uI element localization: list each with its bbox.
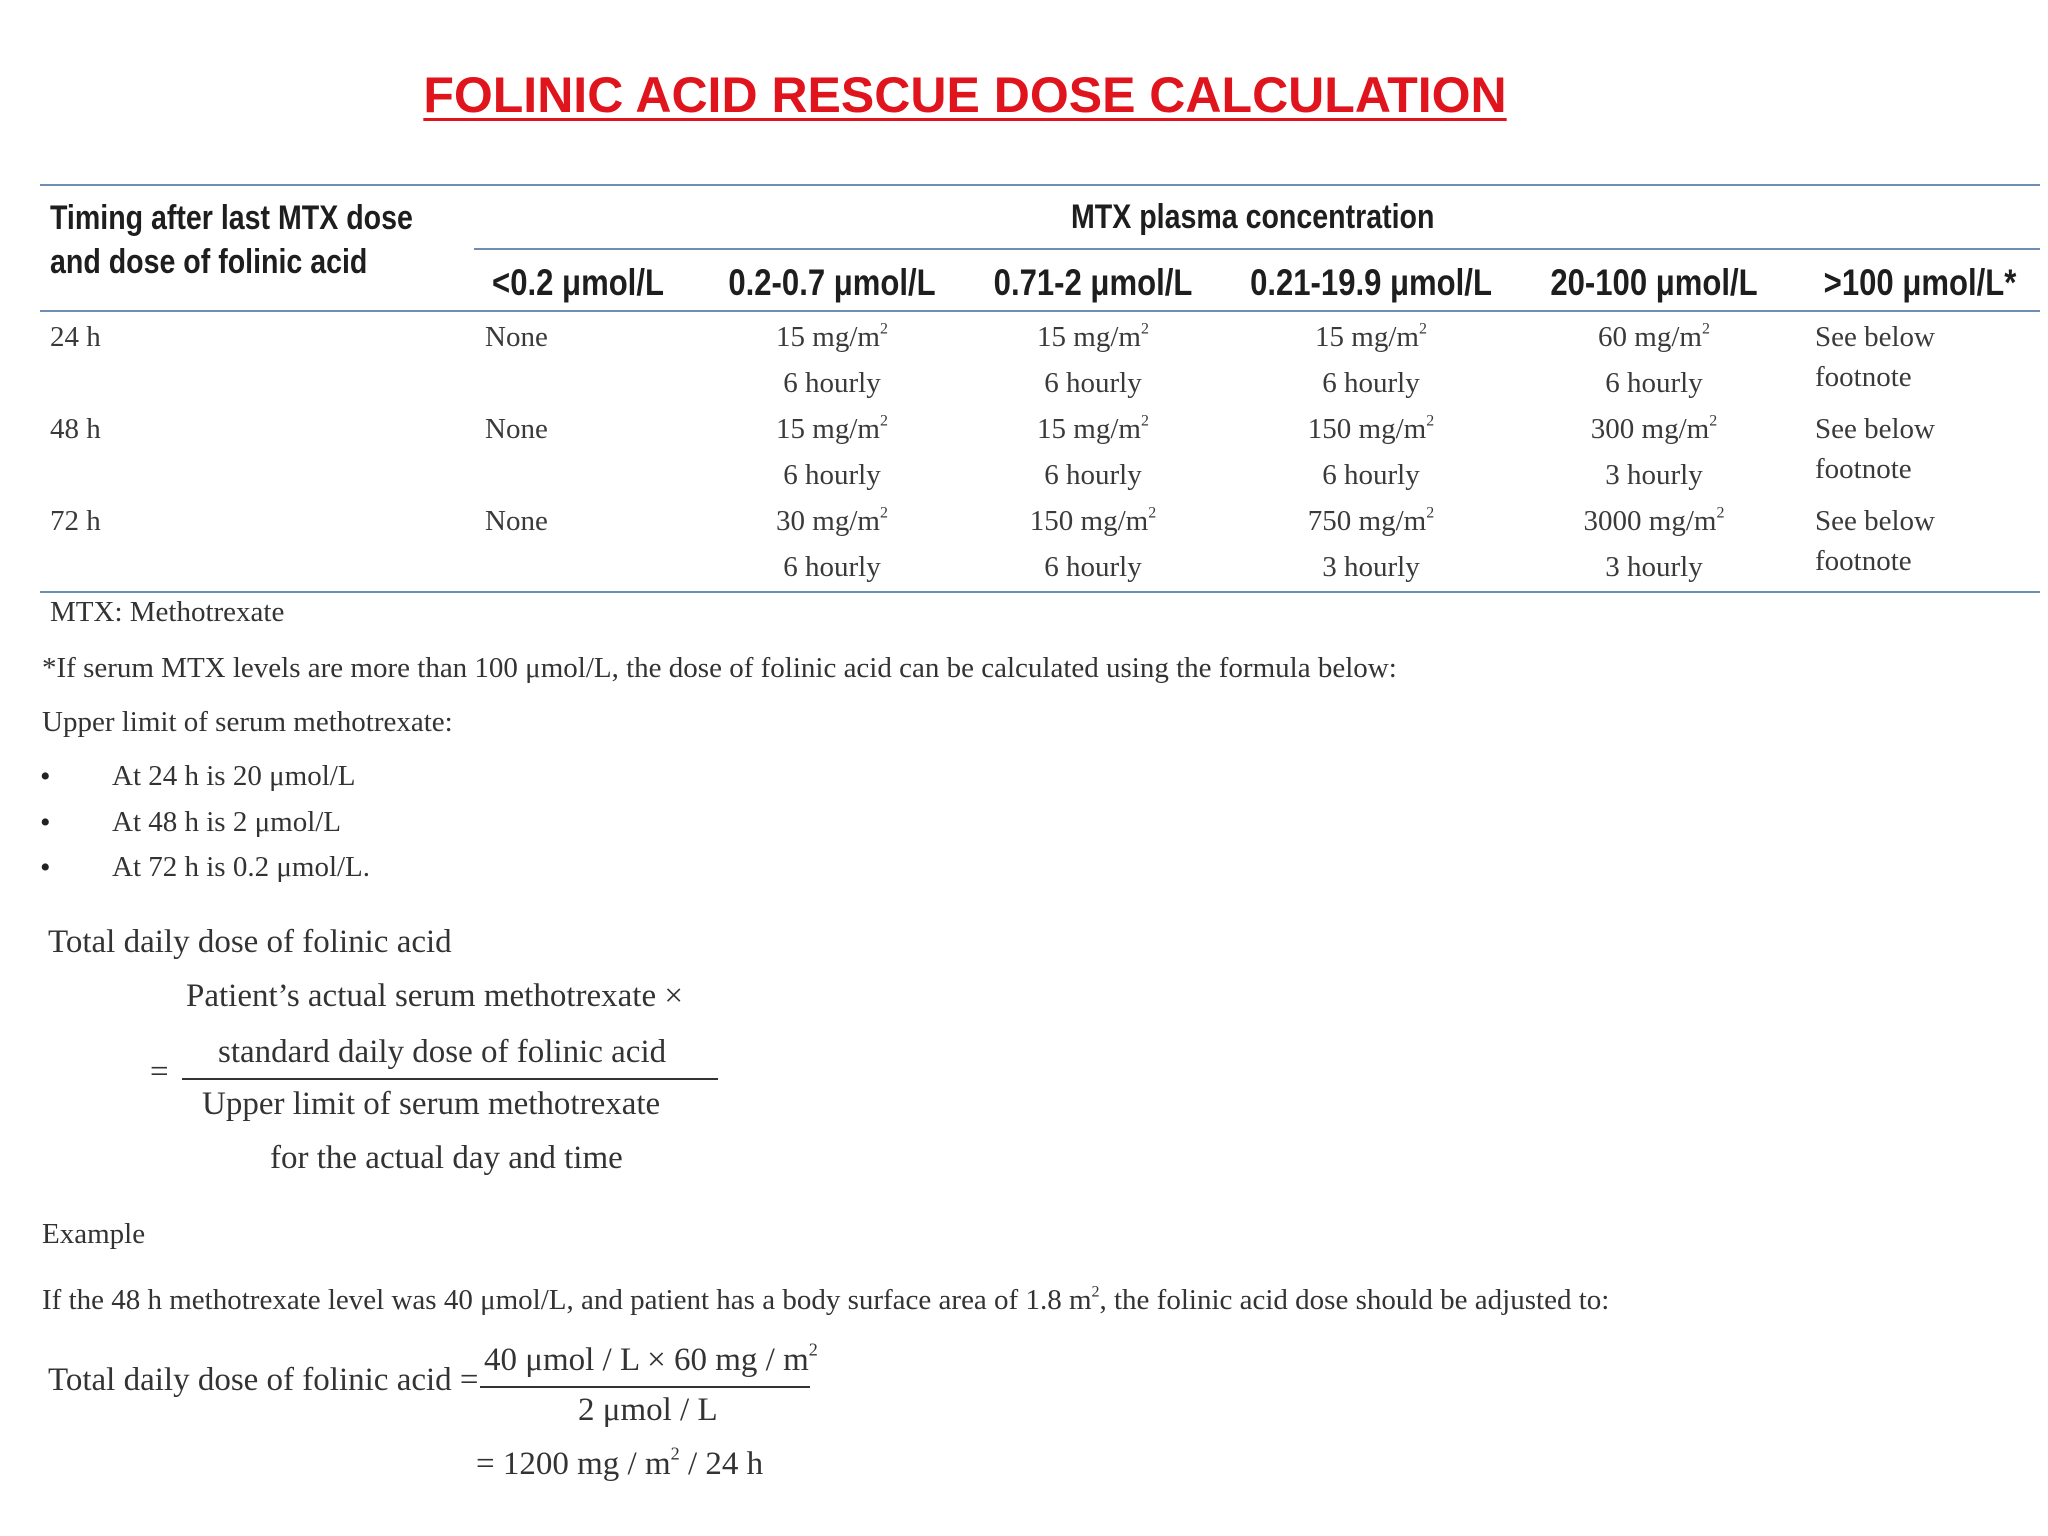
freq-cell: 6 hourly bbox=[1044, 459, 1142, 491]
dose-cell: 15 $mg/m^2$ bbox=[1037, 320, 1149, 353]
formula-equals: = bbox=[150, 1054, 169, 1090]
footnote-text: *If serum MTX levels are more than 100 μmol/L, the dose of folinic acid can be calculated using the formula below: bbox=[42, 652, 1397, 684]
bullet-icon: • bbox=[40, 851, 51, 884]
fraction-bar bbox=[182, 1078, 718, 1080]
fraction-bar bbox=[480, 1386, 810, 1388]
freq-cell: 3 hourly bbox=[1322, 551, 1420, 583]
dose-cell: 300 $mg/m^2$ bbox=[1590, 412, 1718, 445]
freq-cell: 6 hourly bbox=[1044, 367, 1142, 399]
row-none: None bbox=[485, 505, 548, 537]
footnote-ref: footnote bbox=[1815, 545, 1912, 577]
formula-den-line1: Upper limit of serum methotrexate bbox=[202, 1086, 661, 1122]
dose-cell: 150 $mg/m^2$ bbox=[1029, 504, 1157, 537]
footnote-ref: footnote bbox=[1815, 361, 1912, 393]
freq-cell: 6 hourly bbox=[1044, 551, 1142, 583]
column-header: 20-100 μmol/L bbox=[1550, 262, 1758, 303]
dose-cell: 15 $mg/m^2$ bbox=[776, 412, 888, 445]
freq-cell: 6 hourly bbox=[783, 367, 881, 399]
freq-cell: 6 hourly bbox=[1605, 367, 1703, 399]
column-header: <0.2 μmol/L bbox=[492, 262, 664, 303]
example-text: If the 48 h methotrexate level was 40 μmol/L, and patient has a body surface area of 1.8 $m^2$, the folinic acid dose should be adjusted to: bbox=[42, 1283, 1610, 1316]
footnote-ref: See below bbox=[1815, 321, 1935, 353]
example-label: Total daily dose of folinic acid = bbox=[48, 1362, 479, 1398]
header-bottom-rule bbox=[40, 310, 2040, 312]
formula-den-line2: for the actual day and time bbox=[270, 1140, 623, 1176]
dose-cell: 30 $mg/m^2$ bbox=[776, 504, 888, 537]
bullet-item: At 72 h is 0.2 μmol/L. bbox=[112, 851, 371, 883]
formula-num-line1: Patient’s actual serum methotrexate × bbox=[186, 978, 683, 1014]
dose-cell: 3000 $mg/m^2$ bbox=[1583, 504, 1725, 537]
group-header: MTX plasma concentration bbox=[1071, 198, 1435, 236]
row-header-line2: and dose of folinic acid bbox=[50, 243, 368, 281]
dose-cell: 15 $mg/m^2$ bbox=[776, 320, 888, 353]
freq-cell: 6 hourly bbox=[1322, 459, 1420, 491]
example-denominator: 2 μmol / L bbox=[578, 1392, 718, 1428]
abbreviation-note: MTX: Methotrexate bbox=[50, 596, 285, 628]
page-title: FOLINIC ACID RESCUE DOSE CALCULATION bbox=[423, 67, 1507, 123]
group-header-rule bbox=[474, 248, 2040, 250]
footnote-ref: See below bbox=[1815, 505, 1935, 537]
formula-num-line2: standard daily dose of folinic acid bbox=[218, 1034, 667, 1070]
column-header: >100 μmol/L* bbox=[1823, 262, 2017, 303]
freq-cell: 6 hourly bbox=[783, 459, 881, 491]
dose-cell: 15 $mg/m^2$ bbox=[1037, 412, 1149, 445]
column-header: 0.2-0.7 μmol/L bbox=[728, 262, 936, 303]
dose-cell: 15 $mg/m^2$ bbox=[1315, 320, 1427, 353]
table-top-rule bbox=[40, 184, 2040, 186]
row-timing: 48 h bbox=[50, 413, 101, 445]
freq-cell: 3 hourly bbox=[1605, 459, 1703, 491]
freq-cell: 6 hourly bbox=[783, 551, 881, 583]
example-numerator: 40 μmol / L × 60 mg / $m^2$ bbox=[484, 1339, 818, 1378]
row-none: None bbox=[485, 413, 548, 445]
upper-limit-heading: Upper limit of serum methotrexate: bbox=[42, 706, 453, 738]
dose-cell: 150 $mg/m^2$ bbox=[1307, 412, 1435, 445]
row-header-line1: Timing after last MTX dose bbox=[50, 199, 413, 237]
dose-cell: 60 $mg/m^2$ bbox=[1598, 320, 1710, 353]
bullet-icon: • bbox=[40, 760, 51, 793]
bullet-icon: • bbox=[40, 806, 51, 839]
example-result: = 1200 mg / $m^2 / 24$ h bbox=[476, 1443, 764, 1482]
freq-cell: 3 hourly bbox=[1605, 551, 1703, 583]
table-bottom-rule bbox=[40, 591, 2040, 593]
dose-cell: 750 $mg/m^2$ bbox=[1307, 504, 1435, 537]
row-timing: 24 h bbox=[50, 321, 101, 353]
row-none: None bbox=[485, 321, 548, 353]
footnote-ref: See below bbox=[1815, 413, 1935, 445]
bullet-item: At 24 h is 20 μmol/L bbox=[112, 760, 356, 792]
column-header: 0.21-19.9 μmol/L bbox=[1250, 262, 1492, 303]
row-timing: 72 h bbox=[50, 505, 101, 537]
example-heading: Example bbox=[42, 1218, 146, 1250]
freq-cell: 6 hourly bbox=[1322, 367, 1420, 399]
bullet-item: At 48 h is 2 μmol/L bbox=[112, 806, 342, 838]
column-header: 0.71-2 μmol/L bbox=[993, 262, 1193, 303]
formula-label: Total daily dose of folinic acid bbox=[48, 924, 452, 960]
footnote-ref: footnote bbox=[1815, 453, 1912, 485]
